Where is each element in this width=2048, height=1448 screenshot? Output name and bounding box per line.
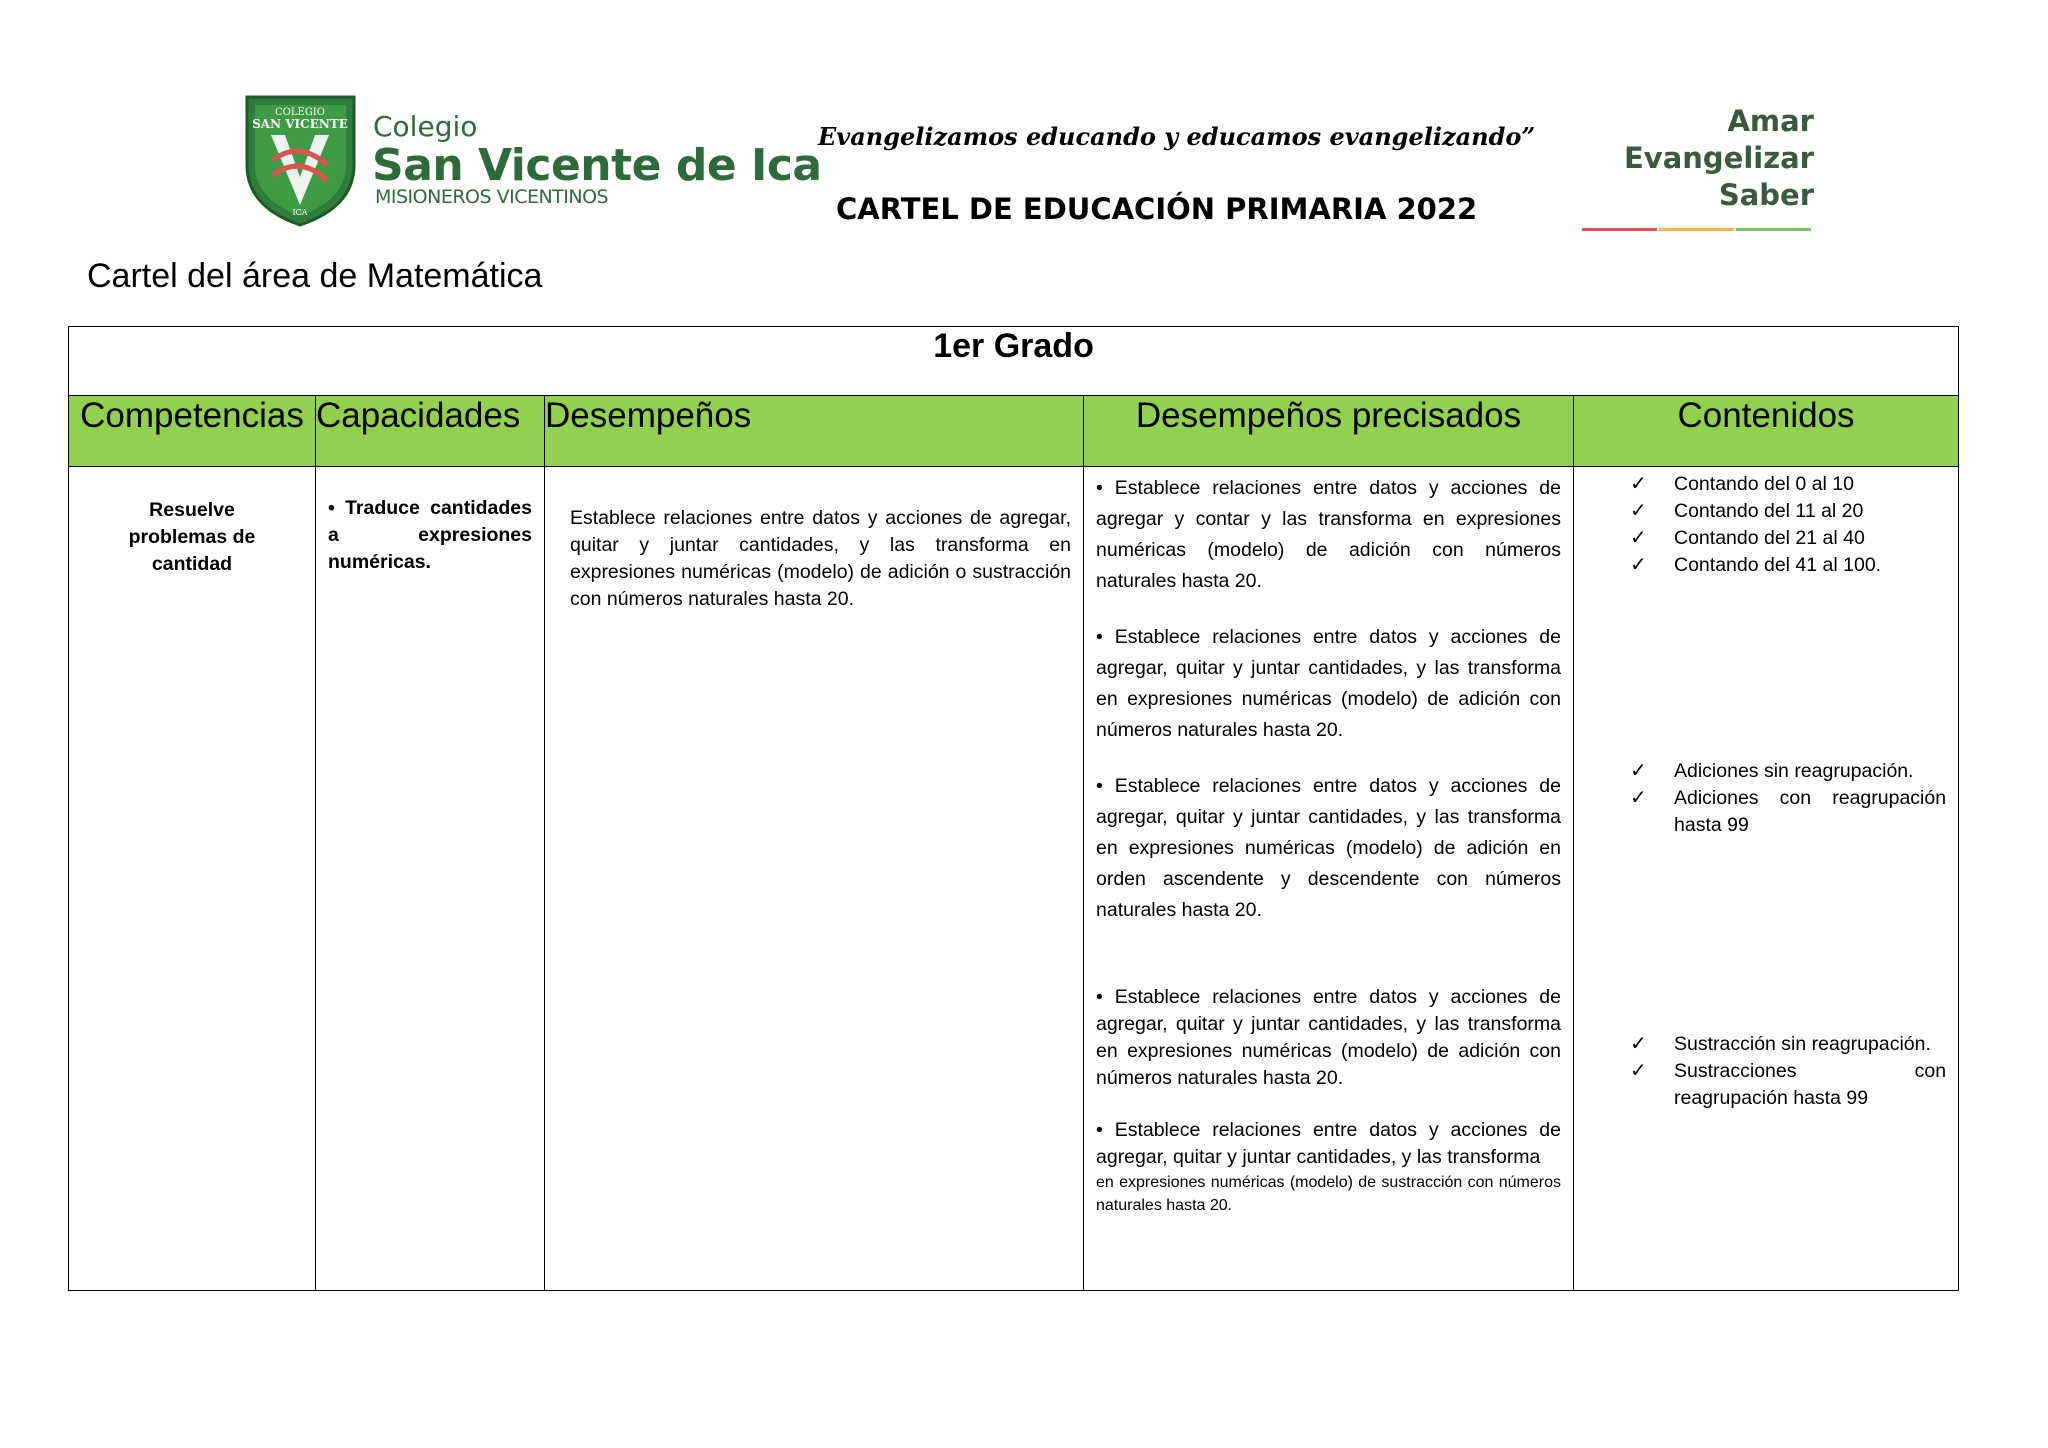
check-icon: ✓ <box>1630 1033 1647 1055</box>
precisado-item: • Establece relaciones entre datos y acciones de agregar, quitar y juntar cantidades, y las transforma en expresiones numéricas (modelo) de adición con números naturales hasta 20. <box>1096 986 1561 1089</box>
precisado-item-small: en expresiones numéricas (modelo) de sustracción con números naturales hasta 20. <box>1096 1174 1561 1214</box>
capacidad-text: • Traduce cantidades a expresiones numéricas. <box>328 497 532 573</box>
school-logo <box>243 95 358 227</box>
precisados-cell <box>1084 467 1574 1291</box>
check-icon: ✓ <box>1630 554 1647 576</box>
list-item: ✓ Contando del 21 al 40 <box>1574 525 1946 552</box>
check-icon: ✓ <box>1630 527 1647 549</box>
school-subtitle: MISIONEROS VICENTINOS <box>375 186 609 208</box>
precisado-item: • Establece relaciones entre datos y acciones de agregar, quitar y juntar cantidades, y las transforma <box>1096 1119 1561 1168</box>
decor-line-green <box>1736 228 1811 231</box>
value-amar: Amar <box>1727 104 1814 138</box>
grade-title: 1er Grado <box>69 327 1959 396</box>
contenidos-group-2 <box>1574 758 1946 839</box>
competencia-text: Resuelve problemas de cantidad <box>128 499 256 575</box>
logo-text-main: SAN VICENTE <box>252 117 348 131</box>
header-capacidades: Capacidades <box>316 396 545 467</box>
value-evangelizar: Evangelizar <box>1624 141 1814 175</box>
precisado-item: • Establece relaciones entre datos y acciones de agregar, quitar y juntar cantidades, y las transforma en expresiones numéricas (modelo) de adición en orden ascendente y descendente con números naturales hasta 20. <box>1096 775 1561 921</box>
decor-line-red <box>1582 228 1657 231</box>
curriculum-table <box>68 326 1959 1291</box>
motto: Evangelizamos educando y educamos evangelizando” <box>818 122 1536 151</box>
header-precisados: Desempeños precisados <box>1084 396 1574 467</box>
logo-text-bottom: ICA <box>292 208 308 217</box>
list-item: ✓ Adiciones sin reagrupación. <box>1574 758 1946 785</box>
logo-text-top: COLEGIO <box>275 107 325 118</box>
area-title: Cartel del área de Matemática <box>87 257 543 295</box>
contenidos-cell <box>1574 467 1959 1291</box>
check-icon: ✓ <box>1630 473 1647 495</box>
check-icon: ✓ <box>1630 1060 1647 1082</box>
precisado-item: • Establece relaciones entre datos y acciones de agregar, quitar y juntar cantidades, y las transforma en expresiones numéricas (modelo) de adición con números naturales hasta 20. <box>1096 626 1561 741</box>
check-icon: ✓ <box>1630 760 1647 782</box>
list-item: ✓ Contando del 11 al 20 <box>1574 498 1946 525</box>
decor-line-yellow <box>1659 228 1734 231</box>
check-icon: ✓ <box>1630 500 1647 522</box>
header-contenidos: Contenidos <box>1574 396 1959 467</box>
contenidos-group-3 <box>1574 1031 1946 1112</box>
competencia-cell <box>69 467 316 1291</box>
document-title: CARTEL DE EDUCACIÓN PRIMARIA 2022 <box>836 192 1478 226</box>
desempeno-cell <box>545 467 1084 1291</box>
check-icon: ✓ <box>1630 787 1647 809</box>
list-item: ✓ Contando del 41 al 100. <box>1574 552 1946 579</box>
list-item: ✓ Sustracción sin reagrupación. <box>1574 1031 1946 1058</box>
precisado-item: • Establece relaciones entre datos y acciones de agregar y contar y las transforma en expresiones numéricas (modelo) de adición con números naturales hasta 20. <box>1096 477 1561 592</box>
list-item: ✓ Contando del 0 al 10 <box>1574 471 1946 498</box>
capacidad-cell <box>316 467 545 1291</box>
list-item: ✓ Sustracciones con reagrupación hasta 99 <box>1630 1060 1947 1109</box>
contenidos-group-1 <box>1574 471 1946 579</box>
header-desempenos: Desempeños <box>545 396 1084 467</box>
value-saber: Saber <box>1718 178 1814 212</box>
header-competencias: Competencias <box>69 396 316 467</box>
list-item: ✓ Adiciones con reagrupación hasta 99 <box>1630 787 1947 836</box>
desempeno-text: Establece relaciones entre datos y acciones de agregar, quitar y juntar cantidades, y las transforma en expresiones numéricas (modelo) de adición o sustracción con números naturales hasta 20. <box>570 507 1071 610</box>
school-name: San Vicente de Ica <box>372 140 822 191</box>
school-word: Colegio <box>373 110 478 143</box>
